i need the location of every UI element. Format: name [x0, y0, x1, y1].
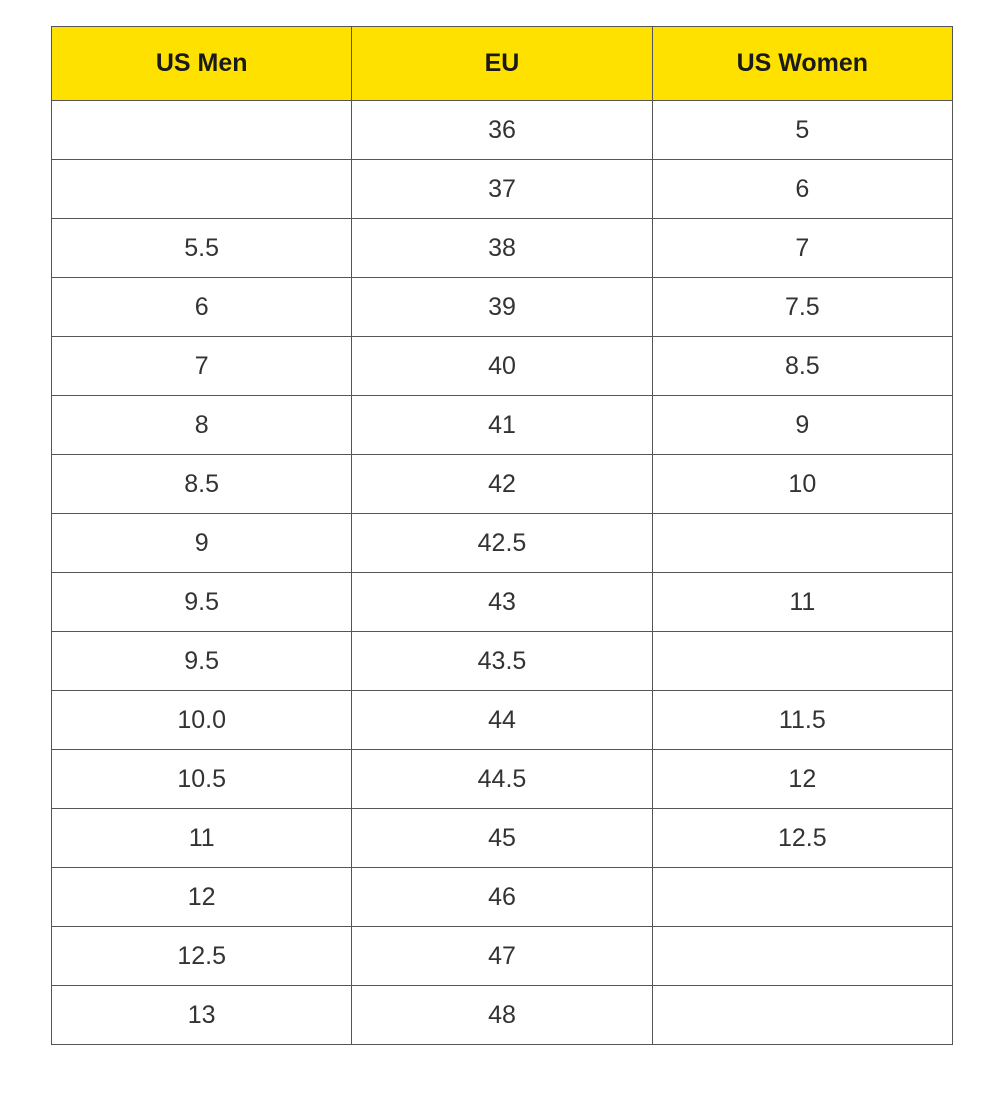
eu-cell: 47 [352, 927, 652, 986]
us-men-cell: 8 [52, 396, 352, 455]
us-men-cell: 10.0 [52, 691, 352, 750]
eu-cell: 43 [352, 573, 652, 632]
us-women-cell [652, 514, 952, 573]
eu-cell: 37 [352, 160, 652, 219]
us-women-cell [652, 868, 952, 927]
eu-cell: 40 [352, 337, 652, 396]
us-men-cell: 9 [52, 514, 352, 573]
table-row [52, 632, 953, 691]
us-women-cell: 7.5 [652, 278, 952, 337]
header-us-women: US Women [652, 27, 952, 101]
header-us-men: US Men [52, 27, 352, 101]
eu-cell: 44.5 [352, 750, 652, 809]
us-men-cell: 11 [52, 809, 352, 868]
eu-cell: 44 [352, 691, 652, 750]
us-women-cell: 11 [652, 573, 952, 632]
eu-cell: 39 [352, 278, 652, 337]
us-men-cell: 9.5 [52, 573, 352, 632]
us-women-cell: 11.5 [652, 691, 952, 750]
us-men-cell: 6 [52, 278, 352, 337]
table-row [52, 278, 953, 337]
eu-cell: 38 [352, 219, 652, 278]
us-men-cell: 5.5 [52, 219, 352, 278]
us-men-cell: 13 [52, 986, 352, 1045]
eu-cell: 42 [352, 455, 652, 514]
table-row [52, 750, 953, 809]
us-men-cell: 7 [52, 337, 352, 396]
us-women-cell: 9 [652, 396, 952, 455]
us-men-cell [52, 101, 352, 160]
table-row [52, 219, 953, 278]
table-row [52, 868, 953, 927]
us-women-cell: 6 [652, 160, 952, 219]
eu-cell: 45 [352, 809, 652, 868]
table-row [52, 927, 953, 986]
us-men-cell: 10.5 [52, 750, 352, 809]
us-women-cell: 7 [652, 219, 952, 278]
us-men-cell: 12 [52, 868, 352, 927]
table-row [52, 337, 953, 396]
table-row [52, 809, 953, 868]
us-women-cell [652, 986, 952, 1045]
us-women-cell: 10 [652, 455, 952, 514]
table-row [52, 455, 953, 514]
us-women-cell: 12.5 [652, 809, 952, 868]
eu-cell: 36 [352, 101, 652, 160]
table-row [52, 986, 953, 1045]
us-men-cell: 9.5 [52, 632, 352, 691]
us-women-cell: 8.5 [652, 337, 952, 396]
eu-cell: 48 [352, 986, 652, 1045]
us-men-cell [52, 160, 352, 219]
header-row [52, 27, 953, 101]
eu-cell: 43.5 [352, 632, 652, 691]
table-body [52, 101, 953, 1045]
us-men-cell: 12.5 [52, 927, 352, 986]
table-row [52, 160, 953, 219]
eu-cell: 46 [352, 868, 652, 927]
table-header [52, 27, 953, 101]
header-eu: EU [352, 27, 652, 101]
us-women-cell: 12 [652, 750, 952, 809]
us-women-cell: 5 [652, 101, 952, 160]
us-men-cell: 8.5 [52, 455, 352, 514]
size-conversion-table [51, 26, 953, 1045]
table-row [52, 514, 953, 573]
table-row [52, 691, 953, 750]
eu-cell: 41 [352, 396, 652, 455]
us-women-cell [652, 927, 952, 986]
table-row [52, 396, 953, 455]
us-women-cell [652, 632, 952, 691]
table-row [52, 573, 953, 632]
eu-cell: 42.5 [352, 514, 652, 573]
table-row [52, 101, 953, 160]
